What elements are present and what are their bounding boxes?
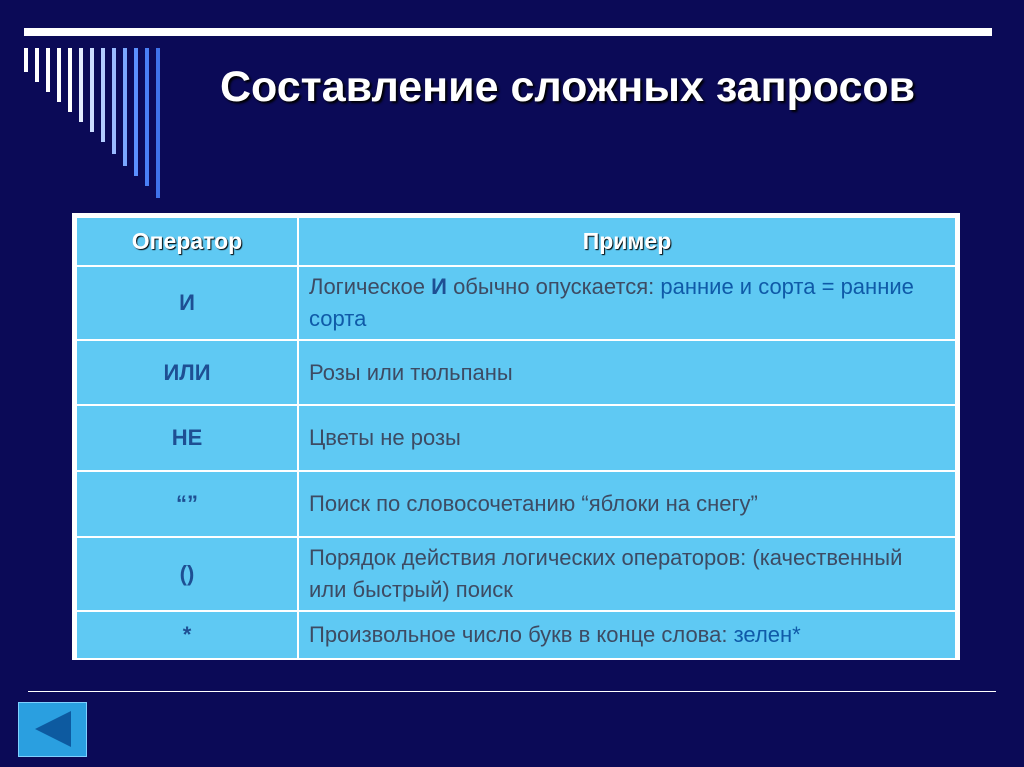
operator-cell: “” <box>76 471 298 537</box>
slide-title: Составление сложных запросов <box>220 63 916 111</box>
table-row <box>76 471 956 537</box>
example-cell <box>298 471 956 537</box>
table-header-row <box>76 217 956 266</box>
example-cell <box>298 611 956 659</box>
back-button[interactable] <box>18 702 87 757</box>
example-cell <box>298 405 956 471</box>
bottom-rule <box>28 691 996 692</box>
table-row <box>76 537 956 611</box>
deco-bar <box>134 48 138 176</box>
operator-cell: ИЛИ <box>76 340 298 405</box>
deco-bar <box>46 48 50 92</box>
example-text: обычно опускается: <box>446 274 661 299</box>
example-cell <box>298 266 956 340</box>
operator-cell: * <box>76 611 298 659</box>
example-text: Произвольное число букв в конце слова: <box>309 622 734 647</box>
example-text: Цветы не розы <box>309 425 461 450</box>
table-row <box>76 405 956 471</box>
header-operator: Оператор <box>76 217 298 266</box>
deco-bar <box>68 48 72 112</box>
deco-bar <box>79 48 83 122</box>
deco-bar <box>57 48 61 102</box>
deco-bar <box>101 48 105 142</box>
decorative-bars <box>0 0 200 220</box>
operator-cell: () <box>76 537 298 611</box>
table-row <box>76 340 956 405</box>
example-text: Порядок действия логических операторов: (качественный или быстрый) поиск <box>309 545 903 602</box>
deco-bar <box>112 48 116 154</box>
example-text: И <box>431 274 447 299</box>
example-text: зелен* <box>733 622 801 647</box>
table-row <box>76 266 956 340</box>
operators-table <box>72 213 960 660</box>
deco-bar <box>123 48 127 166</box>
example-text: Поиск по словосочетанию “яблоки на снегу” <box>309 491 758 516</box>
example-cell <box>298 537 956 611</box>
deco-bar <box>35 48 39 82</box>
example-text: ранние и сорта = ранние сорта <box>309 274 914 331</box>
deco-bar <box>145 48 149 186</box>
deco-bar <box>90 48 94 132</box>
triangle-left-icon <box>19 703 86 756</box>
deco-bar <box>24 48 28 72</box>
deco-bar <box>156 48 160 198</box>
example-text: Розы или тюльпаны <box>309 359 513 385</box>
header-example: Пример <box>298 217 956 266</box>
example-text: Логическое <box>309 274 432 299</box>
table-row <box>76 611 956 659</box>
example-cell <box>298 340 956 405</box>
operator-cell: И <box>76 266 298 340</box>
operator-cell: НЕ <box>76 405 298 471</box>
